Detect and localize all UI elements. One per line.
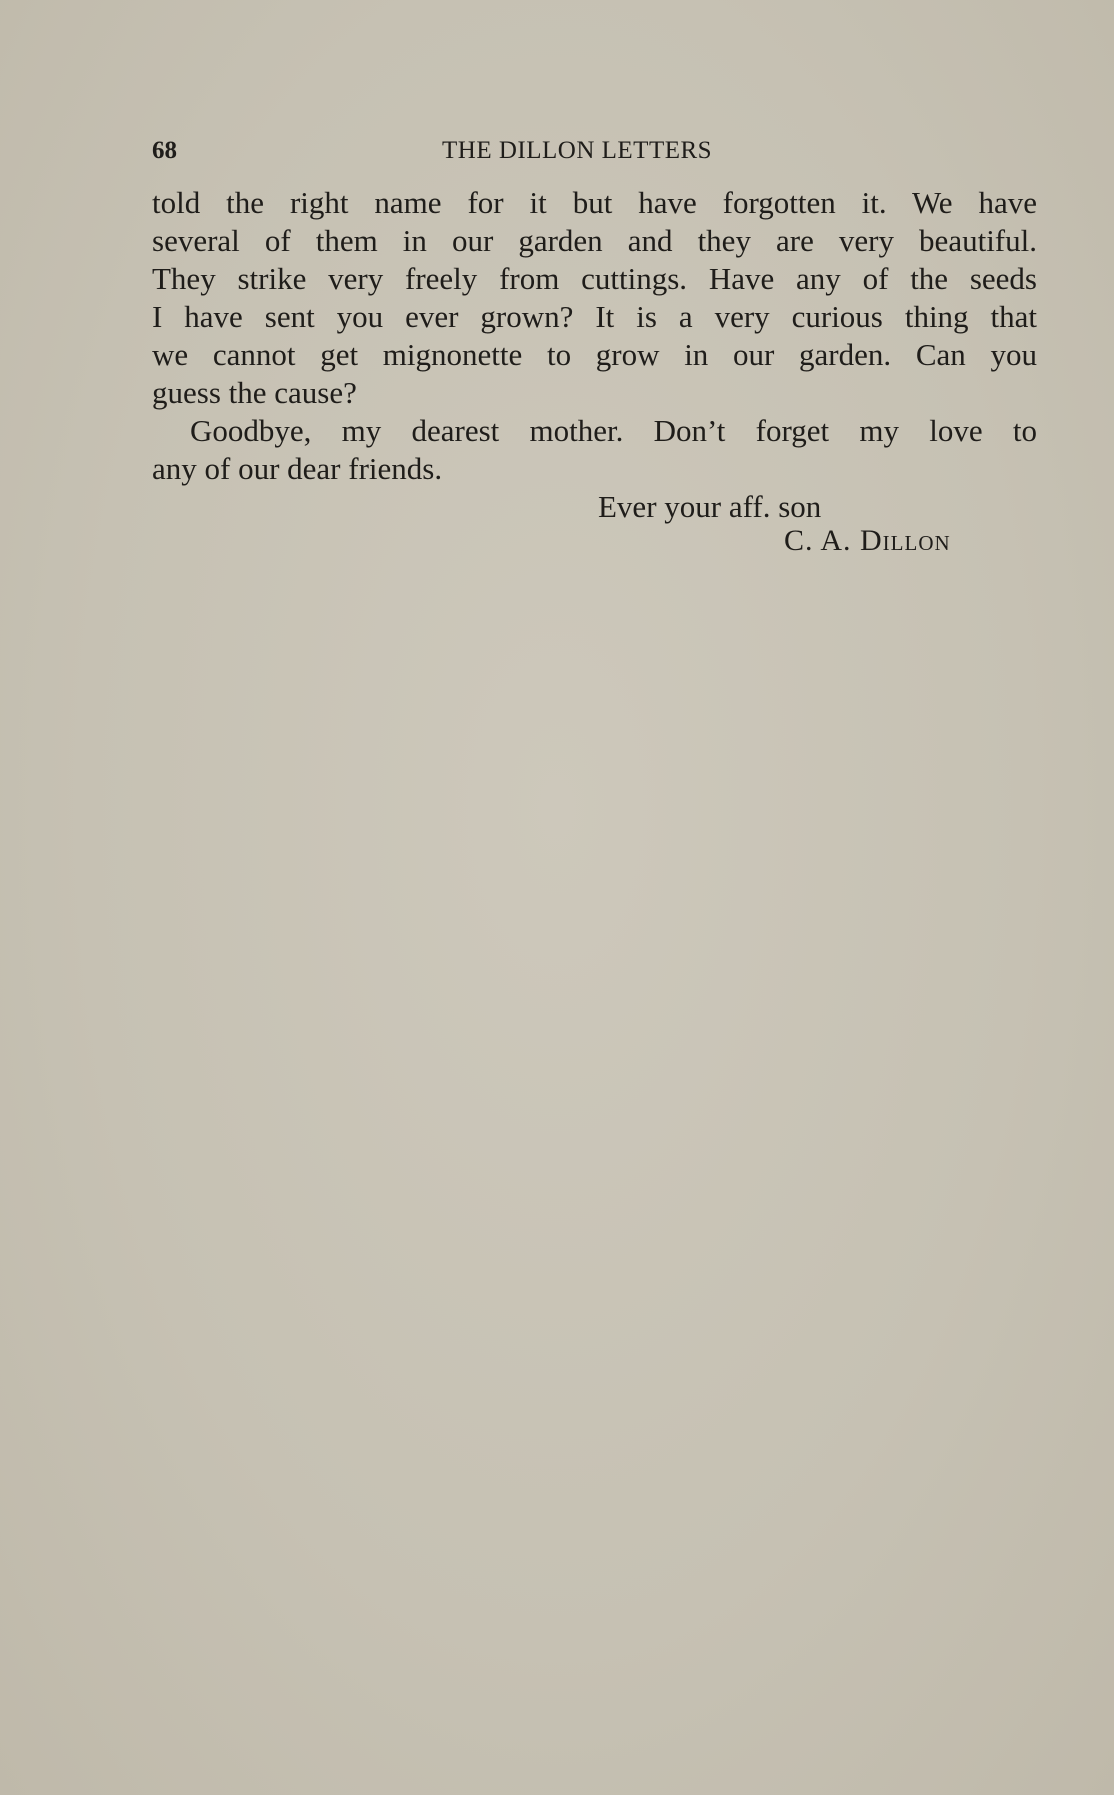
- signature: C. A. Dillon: [784, 524, 951, 557]
- running-title: THE DILLON LETTERS: [442, 137, 713, 164]
- text-line: several of them in our garden and they are very beautiful.: [152, 223, 1037, 258]
- text-line: They strike very freely from cuttings. Have any of the seeds: [152, 261, 1037, 296]
- running-header: [152, 134, 1037, 168]
- page-number: 68: [152, 137, 177, 164]
- valediction: Ever your aff. son: [598, 489, 822, 524]
- text-line: any of our dear friends.: [152, 451, 443, 486]
- text-line: guess the cause?: [152, 375, 357, 410]
- text-line: I have sent you ever grown? It is a very curious thing that: [152, 299, 1037, 334]
- text-line: told the right name for it but have forgotten it. We have: [152, 185, 1037, 220]
- letter-body: [152, 184, 1037, 488]
- text-line: Goodbye, my dearest mother. Don’t forget my love to: [190, 413, 1037, 448]
- text-line: we cannot get mignonette to grow in our garden. Can you: [152, 337, 1037, 372]
